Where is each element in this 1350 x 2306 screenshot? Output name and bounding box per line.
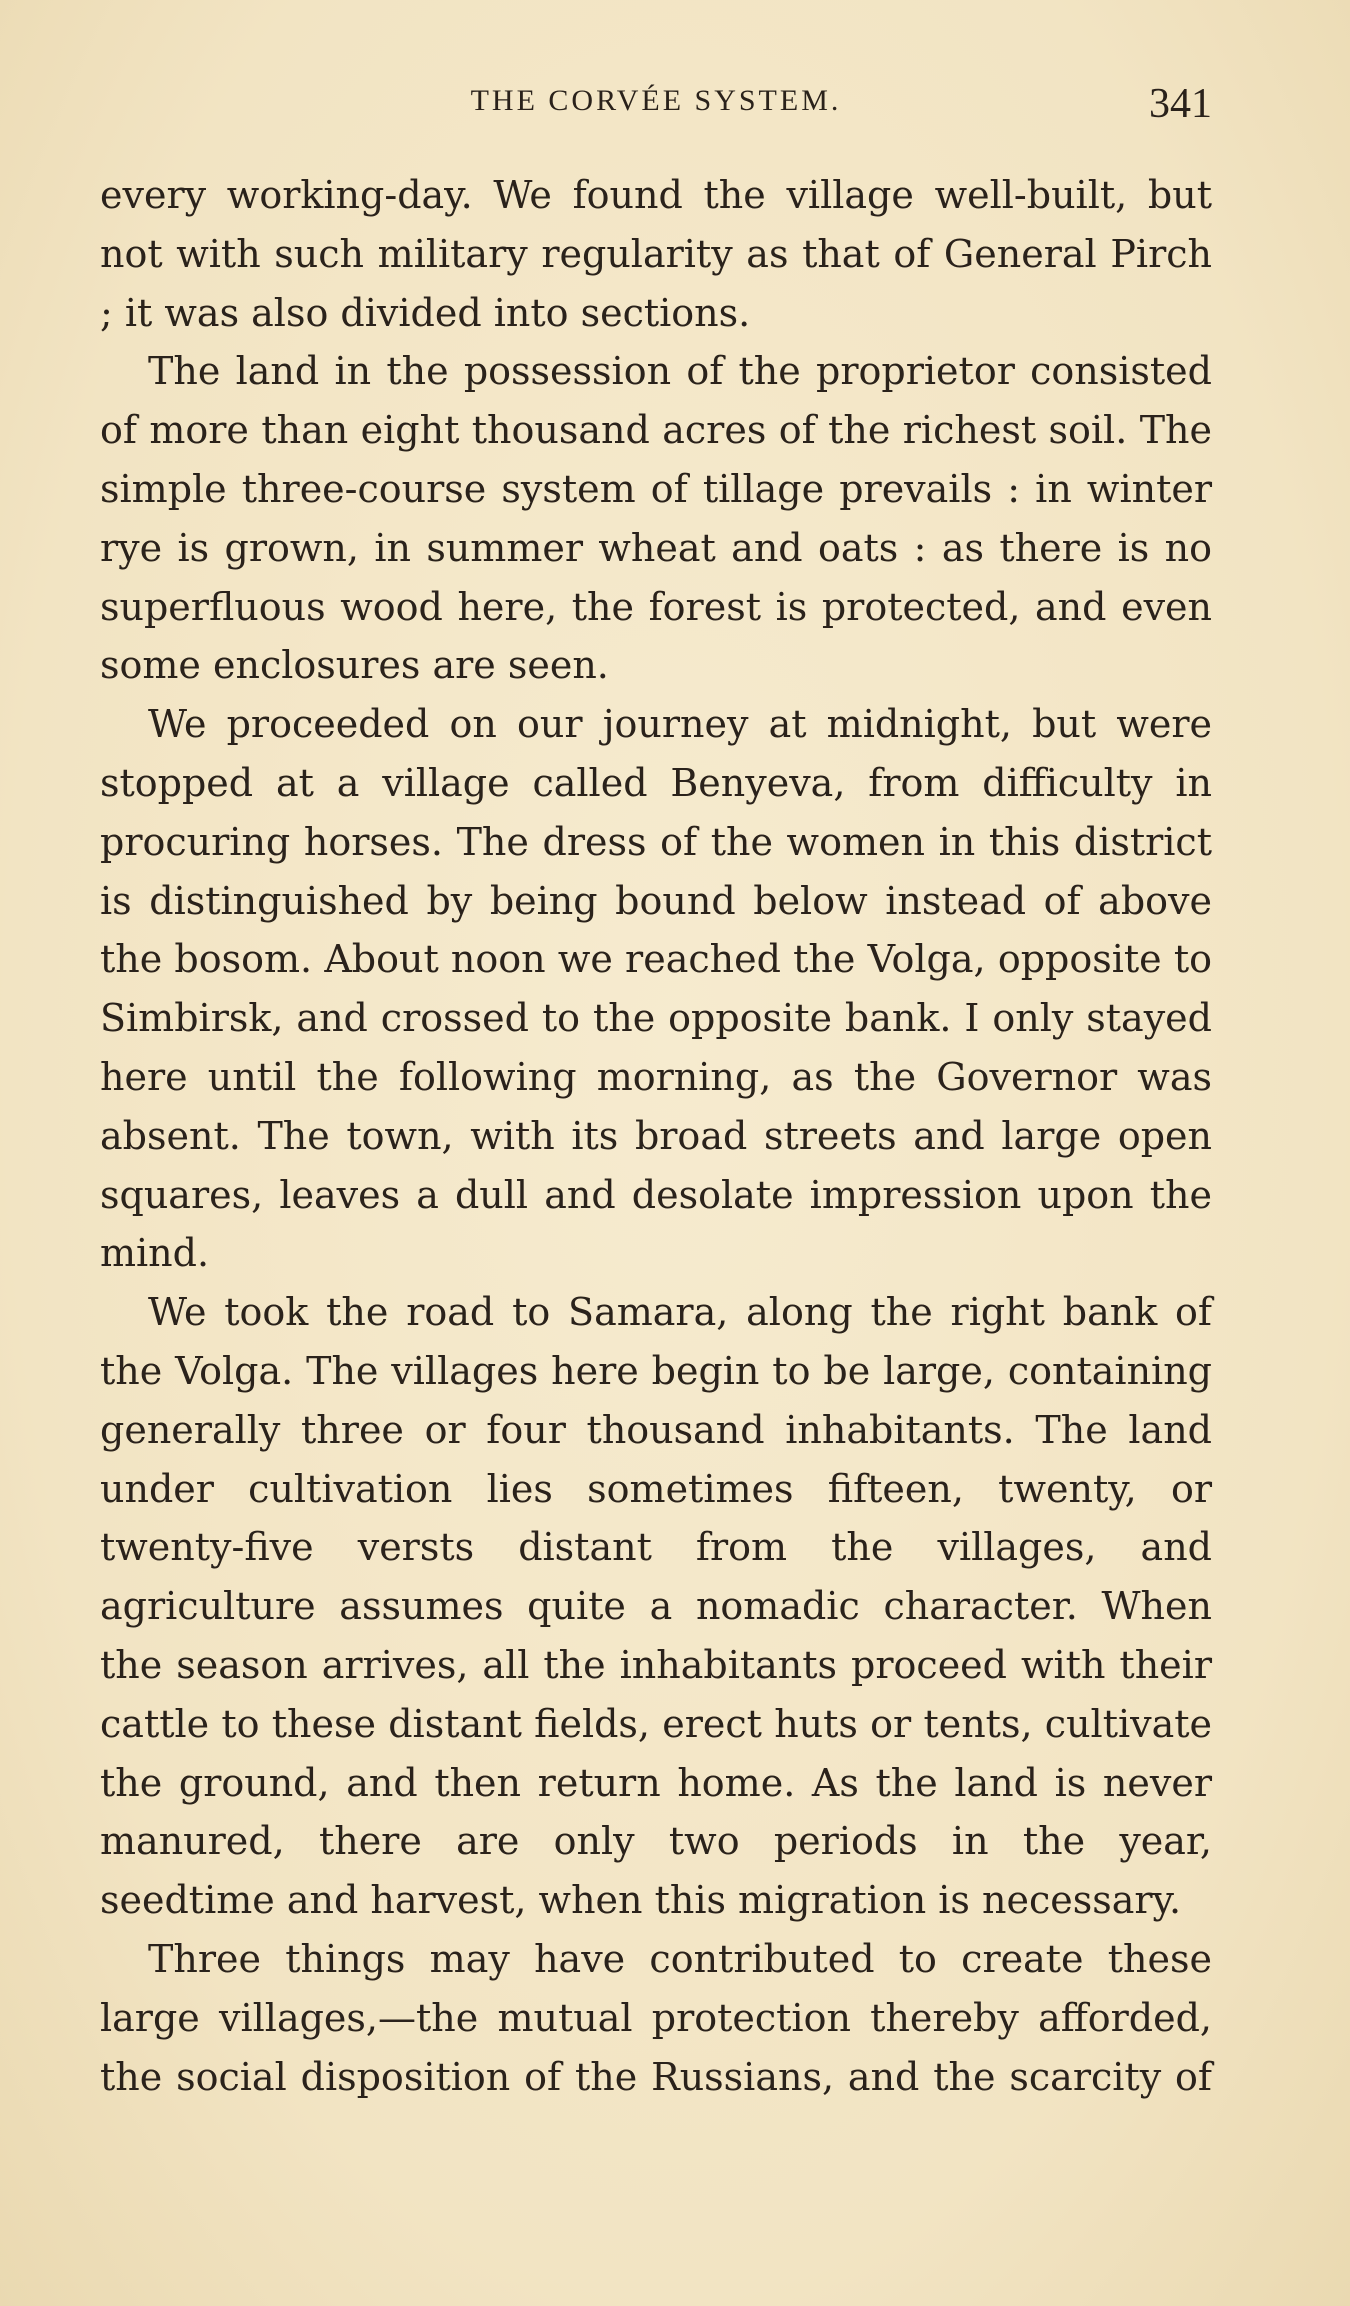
paragraph-4: We took the road to Samara, along the right bank of the Volga. The villages here begin to be large, containing generally three or four thousand inhabitants. The land under cultivation lies sometimes fifteen, twenty, or twenty-five versts distant from the villages, and agriculture assumes quite a nomadic character. When the season arrives, all the inhabitants proceed with their cattle to these distant fields, erect huts or tents, cultivate the ground, and then return home. As the land is never manured, there are only two periods in the year, seedtime and harvest, when this migration is necessary.: [100, 1290, 1212, 1923]
paragraph-5: Three things may have contributed to create these large villages,—the mutual protection thereby afforded, the social disposition of the Russians, and the scarcity of: [100, 1936, 1212, 2099]
paragraph-2: The land in the possession of the proprietor consisted of more than eight thousand acres of the richest soil. The simple three-course system of tillage prevails : in winter rye is grown, in summer wheat and oats : as there is no superfluous wood here, the forest is protected, and even some enclosures are seen.: [100, 349, 1212, 688]
paragraph-3: We proceeded on our journey at midnight, but were stopped at a village called Benyeva, from difficulty in procuring horses. The dress of the women in this district is distinguished by being bound below instead of above the bosom. About noon we reached the Volga, opposite to Simbirsk, and crossed to the opposite bank. I only stayed here until the following morning, as the Governor was absent. The town, with its broad streets and large open squares, leaves a dull and desolate impression upon the mind.: [100, 702, 1212, 1276]
running-head: [100, 80, 1212, 130]
running-title: THE CORVÉE SYSTEM.: [470, 84, 842, 117]
page-number: 341: [1149, 81, 1212, 127]
paragraph-1: every working-day. We found the village well-built, but not with such military regularity as that of General Pirch ; it was also divided into sections.: [100, 173, 1212, 335]
body-text: [100, 166, 1212, 2106]
